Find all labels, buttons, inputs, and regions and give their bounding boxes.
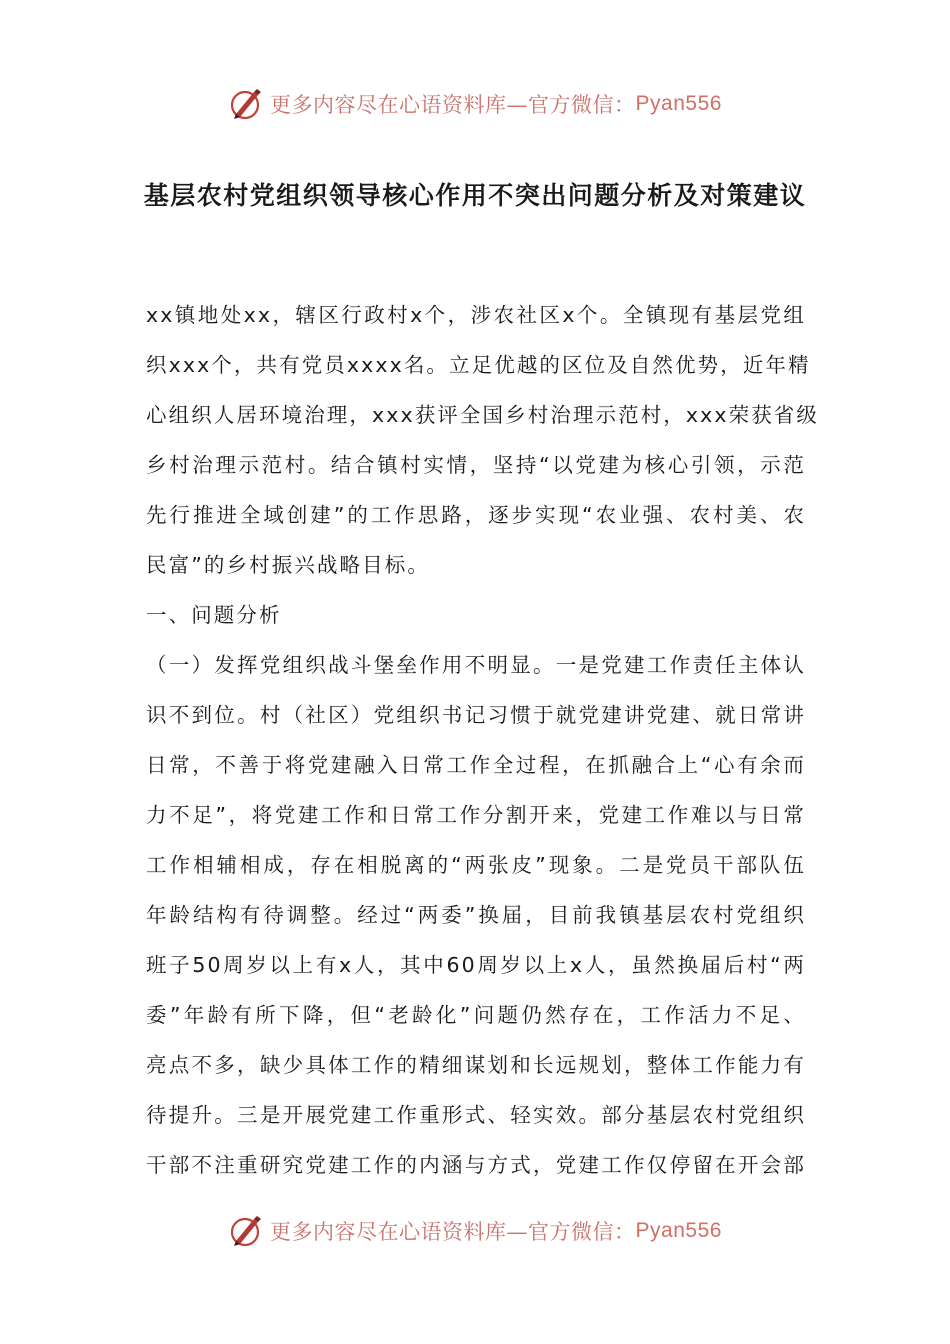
text-line: 干部不注重研究党建工作的内涵与方式，党建工作仅停留在开会部 [146,1153,806,1177]
text-line: xx镇地处xx，辖区行政村x个，涉农社区x个。全镇现有基层党组 [146,303,806,327]
text-line: 待提升。三是开展党建工作重形式、轻实效。部分基层农村党组织 [146,1103,806,1127]
text-line: 先行推进全域创建”的工作思路，逐步实现“农业强、农村美、农 [146,503,806,527]
text-line: 力不足”，将党建工作和日常工作分割开来，党建工作难以与日常 [146,803,806,827]
text-line: 年龄结构有待调整。经过“两委”换届，目前我镇基层农村党组织 [146,903,806,927]
text-line: 委”年龄有所下降，但“老龄化”问题仍然存在，工作活力不足、 [146,1003,806,1027]
text-line: 乡村治理示范村。结合镇村实情，坚持“以党建为核心引领，示范 [146,453,806,477]
text-line: 心组织人居环境治理，xxx获评全国乡村治理示范村，xxx荣获省级 [146,403,819,427]
paragraph-analysis [146,640,806,1190]
text-line: 织xxx个，共有党员xxxx名。立足优越的区位及自然优势，近年精 [146,353,811,377]
text-line: 日常，不善于将党建融入日常工作全过程，在抓融合上“心有余而 [146,753,806,777]
watermark-wechat-id: Pyan556 [635,92,722,115]
pen-logo-icon [228,1213,264,1249]
watermark-header [0,82,950,126]
section-heading-text: 一、问题分析 [146,603,282,627]
watermark-text: 更多内容尽在心语资料库—官方微信： [270,93,636,117]
section-heading [146,590,806,640]
pen-logo-icon [228,86,264,122]
text-line: 班子50周岁以上有x人，其中60周岁以上x人，虽然换届后村“两 [146,953,806,977]
paragraph-intro [146,290,819,590]
text-line: 识不到位。村（社区）党组织书记习惯于就党建讲党建、就日常讲 [146,703,806,727]
text-line: 亮点不多，缺少具体工作的精细谋划和长远规划，整体工作能力有 [146,1053,806,1077]
document-body [146,290,819,1190]
watermark-wechat-id: Pyan556 [635,1219,722,1242]
document-title: 基层农村党组织领导核心作用不突出问题分析及对策建议 [143,181,807,210]
text-line: 民富”的乡村振兴战略目标。 [146,553,430,577]
watermark-footer [0,1209,950,1253]
text-line: （一）发挥党组织战斗堡垒作用不明显。一是党建工作责任主体认 [146,653,806,677]
watermark-text: 更多内容尽在心语资料库—官方微信： [270,1220,636,1244]
text-line: 工作相辅相成，存在相脱离的“两张皮”现象。二是党员干部队伍 [146,853,806,877]
